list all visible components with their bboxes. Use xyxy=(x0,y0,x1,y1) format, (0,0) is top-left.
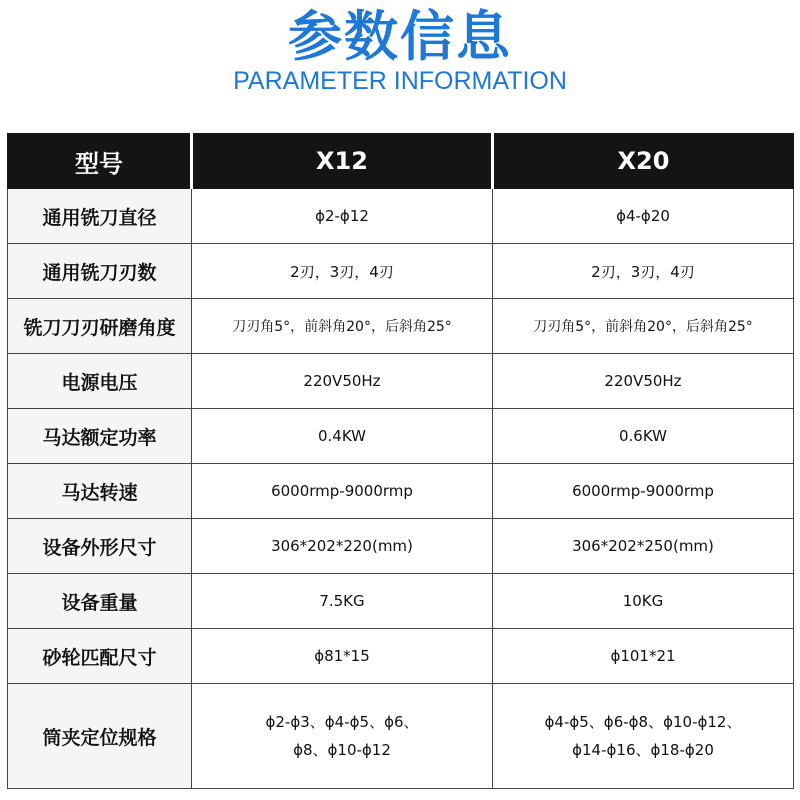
cell-x20: 6000rmp-9000rmp xyxy=(493,464,794,519)
cell-x12: 0.4KW xyxy=(192,409,493,464)
page-subtitle: PARAMETER INFORMATION xyxy=(233,67,567,95)
table-row xyxy=(8,629,794,684)
cell-x20: 刀刃角5°，前斜角20°，后斜角25° xyxy=(493,299,794,354)
cell-x20: ϕ101*21 xyxy=(493,629,794,684)
cell-x12: ϕ2-ϕ12 xyxy=(192,189,493,244)
cell-x12: ϕ81*15 xyxy=(192,629,493,684)
row-label: 设备重量 xyxy=(8,574,192,629)
row-label: 设备外形尺寸 xyxy=(8,519,192,574)
table-row xyxy=(8,574,794,629)
parameter-table xyxy=(7,133,794,789)
table-row xyxy=(8,299,794,354)
cell-line: ϕ4-ϕ5、ϕ6-ϕ8、ϕ10-ϕ12、 xyxy=(544,713,742,731)
row-label: 电源电压 xyxy=(8,354,192,409)
table-header-row xyxy=(8,134,794,189)
cell-x12: 220V50Hz xyxy=(192,354,493,409)
cell-x12: 6000rmp-9000rmp xyxy=(192,464,493,519)
cell-x20: 10KG xyxy=(493,574,794,629)
cell-x20: 306*202*250(mm) xyxy=(493,519,794,574)
cell-x12: 7.5KG xyxy=(192,574,493,629)
cell-x12: 306*202*220(mm) xyxy=(192,519,493,574)
table-row xyxy=(8,354,794,409)
cell-x12 xyxy=(192,684,493,789)
table-row xyxy=(8,464,794,519)
row-label: 铣刀刀刃研磨角度 xyxy=(8,299,192,354)
cell-x20 xyxy=(493,684,794,789)
row-label: 筒夹定位规格 xyxy=(8,684,192,789)
cell-x20: 0.6KW xyxy=(493,409,794,464)
table-row xyxy=(8,189,794,244)
row-label: 通用铣刀直径 xyxy=(8,189,192,244)
table-row xyxy=(8,409,794,464)
table-row xyxy=(8,244,794,299)
column-header-x12: X12 xyxy=(192,134,493,189)
row-label: 砂轮匹配尺寸 xyxy=(8,629,192,684)
cell-line: ϕ8、ϕ10-ϕ12 xyxy=(293,741,391,759)
cell-x20: ϕ4-ϕ20 xyxy=(493,189,794,244)
table-row xyxy=(8,519,794,574)
row-label: 马达转速 xyxy=(8,464,192,519)
table-row xyxy=(8,684,794,789)
cell-x12: 刀刃角5°，前斜角20°，后斜角25° xyxy=(192,299,493,354)
cell-x12: 2刃，3刃，4刃 xyxy=(192,244,493,299)
column-header-model: 型号 xyxy=(8,134,192,189)
column-header-x20: X20 xyxy=(493,134,794,189)
page-title: 参数信息 xyxy=(288,5,512,68)
cell-line: ϕ14-ϕ16、ϕ18-ϕ20 xyxy=(572,741,714,759)
row-label: 马达额定功率 xyxy=(8,409,192,464)
cell-line: ϕ2-ϕ3、ϕ4-ϕ5、ϕ6、 xyxy=(265,713,419,731)
cell-x20: 2刃，3刃，4刃 xyxy=(493,244,794,299)
cell-x20: 220V50Hz xyxy=(493,354,794,409)
page-header xyxy=(0,0,800,130)
row-label: 通用铣刀刃数 xyxy=(8,244,192,299)
